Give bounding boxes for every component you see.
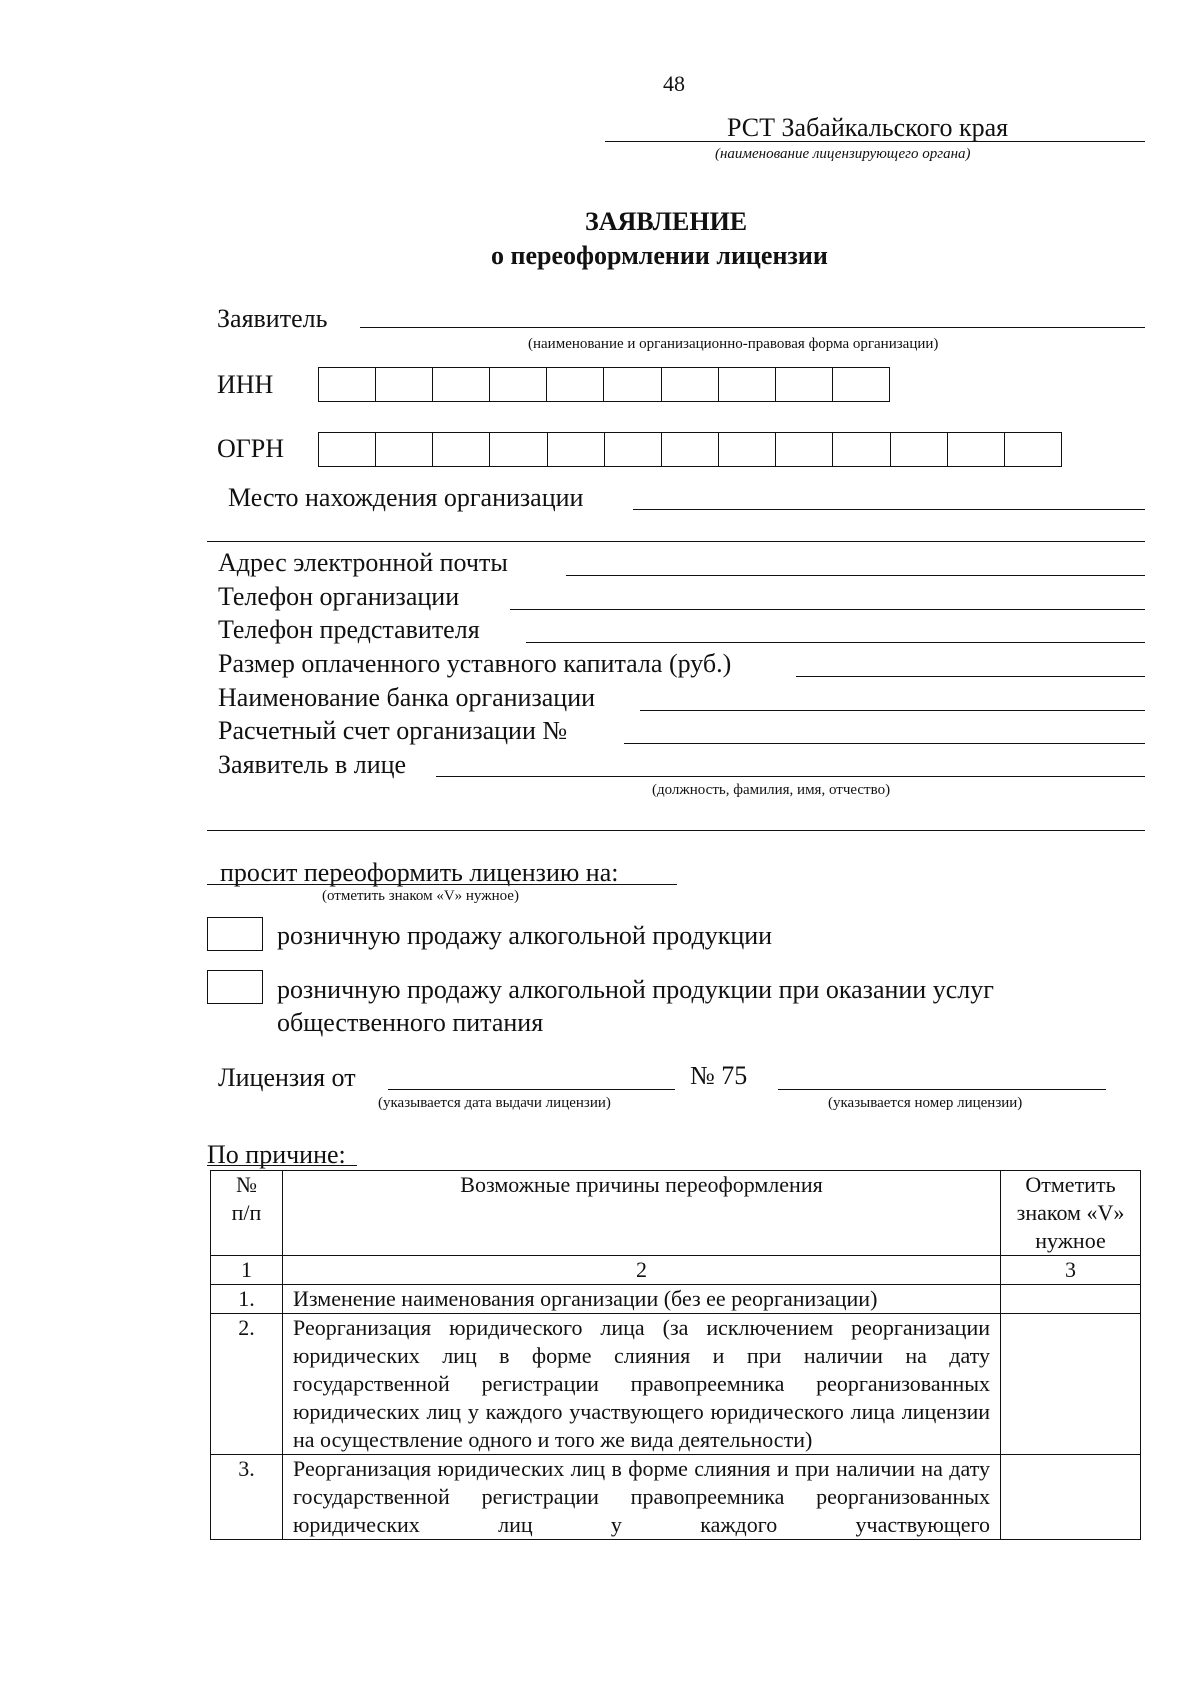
license-date-field[interactable] [388, 1089, 675, 1090]
license-number-caption: (указывается номер лицензии) [828, 1095, 1023, 1111]
request-label: просит переоформить лицензию на: [220, 858, 619, 887]
header-reason: Возможные причины переоформления [460, 1172, 823, 1197]
option2-label-line1: розничную продажу алкогольной продукции при оказании услуг [277, 975, 994, 1004]
header-mark-line1: Отметить [1025, 1172, 1116, 1197]
represented-caption: (должность, фамилия, имя, отчество) [652, 782, 891, 798]
document-subtitle: о переоформлении лицензии [491, 241, 828, 270]
index-cell: 1 [211, 1256, 283, 1285]
option1-checkbox[interactable] [207, 917, 263, 951]
account-label: Расчетный счет организации № [218, 716, 568, 745]
location-field[interactable] [633, 509, 1145, 510]
row-mark-cell[interactable] [1001, 1285, 1141, 1314]
row-mark-cell[interactable] [1001, 1314, 1141, 1455]
document-title: ЗАЯВЛЕНИЕ [585, 207, 748, 236]
row-mark-cell[interactable] [1001, 1455, 1141, 1540]
row-num: 1. [211, 1285, 283, 1314]
table-row [211, 1285, 1141, 1314]
option2-checkbox[interactable] [207, 970, 263, 1004]
row-text: Реорганизация юридических лиц в форме слияния и при наличии на дату государственной регистрации правопреемника реорганизованных юридических лиц у каждого участвующего [283, 1455, 1001, 1540]
applicant-label: Заявитель [217, 304, 328, 333]
license-date-caption: (указывается дата выдачи лицензии) [378, 1095, 611, 1111]
license-number-field[interactable] [778, 1089, 1106, 1090]
email-field[interactable] [566, 575, 1145, 576]
location-field-line2[interactable] [207, 541, 1145, 542]
email-label: Адрес электронной почты [218, 548, 508, 577]
authority-underline [605, 141, 1145, 142]
header-num-line1: № [236, 1172, 257, 1197]
applicant-field[interactable] [360, 327, 1145, 328]
reasons-label-underline [207, 1165, 357, 1166]
represented-label: Заявитель в лице [218, 750, 407, 779]
request-underline [207, 884, 677, 885]
header-mark-line3: нужное [1035, 1228, 1106, 1253]
inn-cells[interactable] [318, 367, 890, 402]
row-num: 2. [211, 1314, 283, 1455]
account-field[interactable] [624, 743, 1145, 744]
row-text: Реорганизация юридического лица (за исключением реорганизации юридических лиц в форме слияния и при наличии на дату государственной регистрации правопреемника реорганизованных юридических лиц у каждого участвующего юридического лица лицензии на осуществление одного и того же вида деятельности) [283, 1314, 1001, 1455]
authority-caption: (наименование лицензирующего органа) [715, 146, 971, 162]
index-cell: 3 [1001, 1256, 1141, 1285]
ogrn-label: ОГРН [217, 434, 285, 463]
table-row [211, 1314, 1141, 1455]
option1-label: розничную продажу алкогольной продукции [277, 921, 773, 950]
inn-label: ИНН [217, 370, 274, 399]
page-number: 48 [663, 71, 685, 96]
header-mark-line2: знаком «V» [1016, 1200, 1125, 1225]
org-phone-field[interactable] [510, 609, 1145, 610]
request-caption: (отметить знаком «V» нужное) [322, 888, 519, 904]
ogrn-cells[interactable] [318, 432, 1062, 467]
location-label: Место нахождения организации [228, 483, 584, 512]
capital-label: Размер оплаченного уставного капитала (руб.) [218, 649, 732, 678]
represented-field[interactable] [436, 776, 1145, 777]
rep-phone-field[interactable] [526, 642, 1145, 643]
table-index-row [211, 1256, 1141, 1285]
rep-phone-label: Телефон представителя [218, 615, 480, 644]
license-number-label: № 75 [690, 1061, 748, 1090]
license-label: Лицензия от [218, 1063, 356, 1092]
reasons-table [210, 1170, 1141, 1540]
reasons-label: По причине: [207, 1140, 346, 1169]
row-num: 3. [211, 1455, 283, 1540]
header-num-line2: п/п [231, 1200, 262, 1225]
capital-field[interactable] [796, 676, 1145, 677]
org-phone-label: Телефон организации [218, 582, 460, 611]
applicant-caption: (наименование и организационно-правовая форма организации) [528, 336, 939, 352]
table-row [211, 1455, 1141, 1540]
authority-name: РСТ Забайкальского края [727, 113, 1009, 142]
table-header-row [211, 1171, 1141, 1256]
index-cell: 2 [283, 1256, 1001, 1285]
option2-label-line2: общественного питания [277, 1008, 544, 1037]
bank-field[interactable] [640, 710, 1145, 711]
represented-field-line2[interactable] [207, 830, 1145, 831]
row-text: Изменение наименования организации (без ее реорганизации) [283, 1285, 1001, 1314]
bank-label: Наименование банка организации [218, 683, 596, 712]
